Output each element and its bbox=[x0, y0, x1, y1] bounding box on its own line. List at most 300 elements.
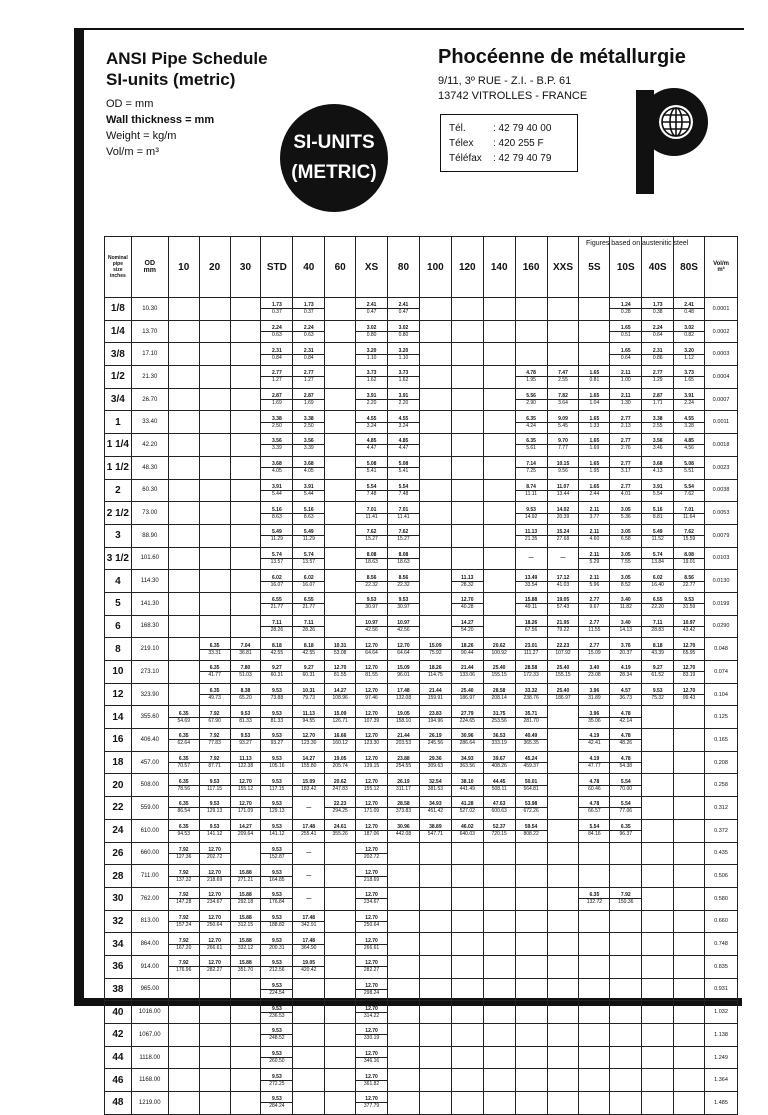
schedule-cell-40s bbox=[642, 456, 674, 479]
volume-cell: 0.0199 bbox=[705, 592, 738, 615]
weight-value: 1.12 bbox=[674, 354, 704, 361]
wall-thickness-value: 35.71 bbox=[524, 710, 538, 717]
wall-thickness-value: 6.35 bbox=[526, 438, 536, 445]
weight-value: 330.19 bbox=[356, 1034, 387, 1041]
schedule-cell-20 bbox=[199, 320, 230, 343]
weight-value: 377.79 bbox=[356, 1102, 387, 1109]
wall-thickness-value: 2.11 bbox=[621, 393, 631, 400]
schedule-cell-xxs bbox=[547, 524, 579, 547]
wall-thickness-value: — bbox=[306, 895, 312, 902]
schedule-cell-60 bbox=[325, 933, 356, 956]
schedule-cell-60 bbox=[325, 547, 356, 570]
wall-thickness-value: 2.77 bbox=[589, 642, 600, 649]
wall-thickness-value: 1.73 bbox=[272, 302, 282, 309]
schedule-cell-40 bbox=[293, 774, 325, 797]
schedule-cell-140 bbox=[483, 479, 515, 502]
weight-value: 203.53 bbox=[388, 739, 419, 746]
wall-thickness-value: 5.54 bbox=[398, 483, 409, 490]
weight-value: 8.63 bbox=[293, 513, 324, 520]
schedule-cell-20 bbox=[199, 1069, 230, 1092]
weight-value: 3.39 bbox=[261, 444, 292, 451]
schedule-cell-xs bbox=[356, 502, 388, 525]
wall-thickness-value: 12.70 bbox=[365, 846, 378, 853]
schedule-cell-10s bbox=[610, 661, 642, 684]
schedule-cell-40s bbox=[642, 910, 674, 933]
wall-thickness-value: 12.70 bbox=[302, 733, 316, 740]
wall-thickness-value: 5.16 bbox=[272, 506, 282, 513]
schedule-cell-std bbox=[261, 706, 293, 729]
schedule-cell-10s bbox=[610, 842, 642, 865]
wall-thickness-value: 40.49 bbox=[524, 733, 538, 740]
schedule-cell-100 bbox=[419, 547, 451, 570]
wall-thickness-value: 3.73 bbox=[398, 370, 409, 377]
weight-value: 81.55 bbox=[356, 671, 387, 678]
schedule-cell-100 bbox=[419, 343, 451, 366]
schedule-cell-140 bbox=[483, 456, 515, 479]
schedule-cell-5s bbox=[579, 978, 610, 1001]
wall-thickness-value: 24.61 bbox=[333, 824, 347, 831]
wall-thickness-value: 9.53 bbox=[272, 710, 282, 717]
wall-thickness-value: 27.79 bbox=[461, 710, 474, 717]
weight-value: 114.75 bbox=[420, 671, 451, 678]
wall-thickness-value: 21.44 bbox=[461, 665, 474, 672]
wall-thickness-value: 3.96 bbox=[589, 688, 600, 695]
wall-thickness-value: 7.01 bbox=[398, 506, 409, 513]
wall-thickness-value: 7.92 bbox=[209, 710, 220, 717]
schedule-cell-60 bbox=[325, 955, 356, 978]
schedule-cell-100 bbox=[419, 729, 451, 752]
weight-value: 3.24 bbox=[388, 422, 419, 429]
volume-cell: 1.249 bbox=[705, 1046, 738, 1069]
wall-thickness-value: 2.11 bbox=[589, 551, 600, 558]
schedule-cell-160 bbox=[515, 1001, 547, 1024]
weight-value: 373.83 bbox=[388, 807, 419, 814]
weight-value: 36.81 bbox=[231, 649, 261, 656]
wall-thickness-value: 14.27 bbox=[333, 688, 347, 695]
weight-value: 188.82 bbox=[261, 921, 292, 928]
nominal-size-cell: 36 bbox=[105, 955, 132, 978]
weight-value: 2.20 bbox=[356, 399, 387, 406]
schedule-cell-60 bbox=[325, 1069, 356, 1092]
od-cell: 711.00 bbox=[131, 865, 168, 888]
weight-value: 260.50 bbox=[261, 1057, 292, 1064]
schedule-cell-140 bbox=[483, 729, 515, 752]
weight-value: 4.47 bbox=[388, 444, 419, 451]
schedule-cell-20 bbox=[199, 524, 230, 547]
schedule-cell-5s bbox=[579, 797, 610, 820]
volume-cell: 0.0001 bbox=[705, 298, 738, 321]
table-row bbox=[105, 683, 738, 706]
schedule-cell-10 bbox=[168, 751, 199, 774]
wall-thickness-value: 38.89 bbox=[429, 824, 442, 831]
schedule-cell-140 bbox=[483, 615, 515, 638]
schedule-cell-20 bbox=[199, 797, 230, 820]
schedule-cell-10s bbox=[610, 320, 642, 343]
schedule-cell-20 bbox=[199, 547, 230, 570]
schedule-cell-30 bbox=[230, 774, 261, 797]
schedule-cell-160 bbox=[515, 547, 547, 570]
wall-thickness-value: 9.27 bbox=[303, 665, 314, 672]
wall-thickness-value: 32.54 bbox=[429, 778, 442, 785]
schedule-cell-40 bbox=[293, 638, 325, 661]
weight-value: 70.00 bbox=[610, 785, 641, 792]
wall-thickness-value: 18.26 bbox=[429, 665, 442, 672]
wall-thickness-value: 12.70 bbox=[208, 960, 221, 967]
schedule-cell-std bbox=[261, 479, 293, 502]
schedule-cell-10 bbox=[168, 434, 199, 457]
weight-value: 42.56 bbox=[388, 626, 419, 633]
schedule-cell-40 bbox=[293, 456, 325, 479]
wall-thickness-value: 25.40 bbox=[556, 688, 570, 695]
schedule-cell-160 bbox=[515, 298, 547, 321]
weight-value: 5.51 bbox=[674, 467, 704, 474]
table-row bbox=[105, 706, 738, 729]
wall-thickness-value: 7.62 bbox=[684, 529, 694, 536]
wall-thickness-value: 2.31 bbox=[652, 347, 663, 354]
weight-value: 20.37 bbox=[610, 649, 641, 656]
schedule-cell-xxs bbox=[547, 502, 579, 525]
schedule-cell-60 bbox=[325, 343, 356, 366]
weight-value: 11.29 bbox=[261, 535, 292, 542]
weight-value: 127.36 bbox=[169, 853, 199, 860]
weight-value: 4.47 bbox=[356, 444, 387, 451]
weight-value: 99.43 bbox=[674, 694, 704, 701]
wall-thickness-value: 44.45 bbox=[492, 778, 506, 785]
si-units-badge bbox=[280, 104, 388, 212]
schedule-cell-40s bbox=[642, 615, 674, 638]
schedule-cell-xxs bbox=[547, 615, 579, 638]
schedule-cell-std bbox=[261, 638, 293, 661]
volume-cell: 1.138 bbox=[705, 1024, 738, 1047]
schedule-cell-xs bbox=[356, 910, 388, 933]
wall-thickness-value: 4.55 bbox=[684, 415, 694, 422]
table-row bbox=[105, 1092, 738, 1115]
weight-value: 2.24 bbox=[674, 399, 704, 406]
schedule-cell-60 bbox=[325, 456, 356, 479]
weight-value: 3.24 bbox=[356, 422, 387, 429]
wall-thickness-value: 17.12 bbox=[556, 574, 570, 581]
od-cell: 406.40 bbox=[131, 729, 168, 752]
schedule-cell-40s bbox=[642, 1069, 674, 1092]
schedule-cell-std bbox=[261, 910, 293, 933]
schedule-cell-10 bbox=[168, 1092, 199, 1115]
schedule-cell-60 bbox=[325, 1024, 356, 1047]
weight-value: 22.77 bbox=[674, 581, 704, 588]
wall-thickness-value: 5.16 bbox=[652, 506, 663, 513]
schedule-cell-std bbox=[261, 819, 293, 842]
weight-value: 133.06 bbox=[452, 671, 483, 678]
schedule-cell-10 bbox=[168, 729, 199, 752]
schedule-cell-160 bbox=[515, 887, 547, 910]
schedule-cell-30 bbox=[230, 729, 261, 752]
schedule-cell-xs bbox=[356, 388, 388, 411]
wall-thickness-value: 14.27 bbox=[302, 756, 316, 763]
table-row bbox=[105, 1046, 738, 1069]
wall-thickness-value: 3.91 bbox=[272, 483, 282, 490]
od-cell: 60.30 bbox=[131, 479, 168, 502]
schedule-cell-100 bbox=[419, 797, 451, 820]
volume-cell: 0.835 bbox=[705, 955, 738, 978]
weight-value: 1.10 bbox=[388, 354, 419, 361]
weight-value: 21.77 bbox=[261, 603, 292, 610]
weight-value: 90.44 bbox=[452, 649, 483, 656]
weight-value: 28.26 bbox=[293, 626, 324, 633]
schedule-cell-10 bbox=[168, 388, 199, 411]
wall-thickness-value: 9.53 bbox=[272, 846, 282, 853]
schedule-cell-80s bbox=[674, 434, 705, 457]
schedule-cell-5s bbox=[579, 547, 610, 570]
schedule-cell-80s bbox=[674, 819, 705, 842]
schedule-cell-40s bbox=[642, 955, 674, 978]
weight-value: 364.90 bbox=[293, 944, 324, 951]
schedule-cell-10 bbox=[168, 343, 199, 366]
schedule-cell-xs bbox=[356, 887, 388, 910]
od-cell: 10.30 bbox=[131, 298, 168, 321]
weight-value: 2.50 bbox=[261, 422, 292, 429]
schedule-cell-120 bbox=[451, 797, 483, 820]
nominal-size-cell: 30 bbox=[105, 887, 132, 910]
schedule-cell-80s bbox=[674, 1092, 705, 1115]
wall-thickness-value: 10.97 bbox=[397, 619, 410, 626]
wall-thickness-value: 3.40 bbox=[620, 597, 631, 604]
schedule-cell-80 bbox=[388, 570, 420, 593]
weight-value: 0.64 bbox=[642, 331, 673, 338]
nominal-size-cell: 18 bbox=[105, 751, 132, 774]
schedule-cell-60 bbox=[325, 638, 356, 661]
schedule-cell-80 bbox=[388, 661, 420, 684]
schedule-cell-140 bbox=[483, 570, 515, 593]
schedule-cell-80s bbox=[674, 797, 705, 820]
weight-value: 41.03 bbox=[548, 581, 579, 588]
wall-thickness-value: 1.73 bbox=[303, 302, 314, 309]
schedule-cell-10s bbox=[610, 411, 642, 434]
schedule-cell-20 bbox=[199, 502, 230, 525]
schedule-cell-30 bbox=[230, 706, 261, 729]
schedule-cell-10s bbox=[610, 819, 642, 842]
schedule-cell-std bbox=[261, 1046, 293, 1069]
weight-value: 33.54 bbox=[516, 581, 547, 588]
schedule-cell-100 bbox=[419, 615, 451, 638]
schedule-cell-xxs bbox=[547, 729, 579, 752]
company-logo-icon bbox=[632, 82, 712, 200]
document-title bbox=[106, 48, 268, 90]
weight-value: 282.27 bbox=[356, 966, 387, 973]
schedule-cell-40s bbox=[642, 343, 674, 366]
wall-thickness-value: 7.01 bbox=[366, 506, 377, 513]
schedule-cell-xs bbox=[356, 1046, 388, 1069]
schedule-cell-20 bbox=[199, 1092, 230, 1115]
schedule-header-xxs: XXS bbox=[547, 237, 579, 298]
contact-phone: Tél. : 42 79 40 00 bbox=[449, 123, 552, 134]
schedule-cell-std bbox=[261, 615, 293, 638]
nominal-size-cell: 6 bbox=[105, 615, 132, 638]
schedule-cell-10s bbox=[610, 774, 642, 797]
weight-value: 8.52 bbox=[610, 581, 641, 588]
schedule-header-160: 160 bbox=[515, 237, 547, 298]
weight-value: 47.77 bbox=[579, 762, 609, 769]
wall-thickness-value: 4.78 bbox=[620, 710, 631, 717]
weight-value: 42.41 bbox=[579, 739, 609, 746]
weight-value: 1.27 bbox=[293, 376, 324, 383]
weight-value: 42.14 bbox=[610, 717, 641, 724]
weight-value: 60.31 bbox=[293, 671, 324, 678]
weight-value: 420.42 bbox=[293, 966, 324, 973]
wall-thickness-value: 7.04 bbox=[240, 642, 251, 649]
od-cell: 1168.00 bbox=[131, 1069, 168, 1092]
schedule-cell-100 bbox=[419, 456, 451, 479]
weight-value: 86.54 bbox=[169, 807, 199, 814]
weight-value: 129.13 bbox=[200, 807, 230, 814]
weight-value: 5.44 bbox=[261, 490, 292, 497]
schedule-cell-140 bbox=[483, 524, 515, 547]
wall-thickness-value: 2.87 bbox=[272, 393, 282, 400]
schedule-cell-10s bbox=[610, 456, 642, 479]
weight-value: 298.24 bbox=[356, 989, 387, 996]
wall-thickness-value: 26.19 bbox=[397, 778, 410, 785]
schedule-cell-160 bbox=[515, 1046, 547, 1069]
schedule-cell-40s bbox=[642, 298, 674, 321]
weight-value: 1.62 bbox=[388, 376, 419, 383]
weight-value: 13.57 bbox=[293, 558, 324, 565]
volume-cell: 0.660 bbox=[705, 910, 738, 933]
weight-value: 0.84 bbox=[261, 354, 292, 361]
schedule-cell-std bbox=[261, 1001, 293, 1024]
schedule-cell-40 bbox=[293, 570, 325, 593]
weight-value: 31.59 bbox=[674, 603, 704, 610]
schedule-cell-5s bbox=[579, 570, 610, 593]
schedule-cell-100 bbox=[419, 774, 451, 797]
schedule-cell-80s bbox=[674, 1024, 705, 1047]
schedule-cell-xs bbox=[356, 797, 388, 820]
schedule-cell-40s bbox=[642, 570, 674, 593]
wall-thickness-value: 36.53 bbox=[492, 733, 506, 740]
schedule-cell-140 bbox=[483, 955, 515, 978]
schedule-cell-40s bbox=[642, 524, 674, 547]
weight-value: 15.27 bbox=[388, 535, 419, 542]
od-cell: 610.00 bbox=[131, 819, 168, 842]
schedule-cell-120 bbox=[451, 592, 483, 615]
schedule-cell-xxs bbox=[547, 887, 579, 910]
schedule-cell-40 bbox=[293, 683, 325, 706]
wall-thickness-value: 7.92 bbox=[178, 892, 189, 899]
wall-thickness-value: 5.74 bbox=[272, 551, 282, 558]
weight-value: 8.63 bbox=[261, 513, 292, 520]
wall-thickness-value: 7.62 bbox=[366, 529, 377, 536]
weight-value: 236.53 bbox=[261, 1012, 292, 1019]
schedule-cell-5s bbox=[579, 661, 610, 684]
wall-thickness-value: 28.58 bbox=[524, 665, 538, 672]
badge-line-1: SI-UNITS bbox=[293, 132, 375, 153]
weight-value: 2.55 bbox=[642, 422, 673, 429]
nominal-size-cell: 38 bbox=[105, 978, 132, 1001]
schedule-cell-5s bbox=[579, 1092, 610, 1115]
volume-cell: 0.048 bbox=[705, 638, 738, 661]
schedule-cell-40s bbox=[642, 388, 674, 411]
nominal-size-cell: 3/4 bbox=[105, 388, 132, 411]
schedule-cell-10 bbox=[168, 865, 199, 888]
wall-thickness-value: 13.49 bbox=[524, 574, 538, 581]
weight-value: 2.44 bbox=[579, 490, 609, 497]
weight-value: 28.83 bbox=[642, 626, 673, 633]
weight-value: 152.87 bbox=[261, 853, 292, 860]
schedule-cell-80 bbox=[388, 502, 420, 525]
schedule-cell-40 bbox=[293, 524, 325, 547]
schedule-cell-10s bbox=[610, 933, 642, 956]
schedule-cell-60 bbox=[325, 683, 356, 706]
wall-thickness-value: 3.05 bbox=[620, 574, 631, 581]
wall-thickness-value: 52.37 bbox=[492, 824, 506, 831]
weight-value: 365.35 bbox=[516, 739, 547, 746]
weight-value: 11.41 bbox=[388, 513, 419, 520]
schedule-cell-140 bbox=[483, 502, 515, 525]
wall-thickness-value: 34.93 bbox=[461, 756, 474, 763]
nominal-size-cell: 40 bbox=[105, 1001, 132, 1024]
weight-value: 20.39 bbox=[548, 513, 579, 520]
wall-thickness-value: 9.53 bbox=[272, 960, 282, 967]
schedule-header-40: 40 bbox=[293, 237, 325, 298]
wall-thickness-value: 12.70 bbox=[208, 846, 221, 853]
weight-value: 21.35 bbox=[516, 535, 547, 542]
schedule-cell-xs bbox=[356, 615, 388, 638]
wall-thickness-value: 2.77 bbox=[272, 370, 282, 377]
schedule-cell-10s bbox=[610, 570, 642, 593]
schedule-cell-120 bbox=[451, 502, 483, 525]
badge-line-2: (METRIC) bbox=[291, 162, 377, 183]
weight-value: 3.64 bbox=[548, 399, 579, 406]
schedule-cell-30 bbox=[230, 1024, 261, 1047]
address-line-1: 9/11, 3º RUE - Z.I. - B.P. 61 bbox=[438, 75, 572, 87]
schedule-cell-120 bbox=[451, 1069, 483, 1092]
schedule-cell-30 bbox=[230, 842, 261, 865]
volume-cell: 0.104 bbox=[705, 683, 738, 706]
schedule-cell-120 bbox=[451, 343, 483, 366]
schedule-cell-10s bbox=[610, 502, 642, 525]
wall-thickness-value: 9.53 bbox=[272, 937, 282, 944]
volume-cell: 0.0038 bbox=[705, 479, 738, 502]
wall-thickness-value: 22.23 bbox=[556, 642, 570, 649]
weight-value: 0.37 bbox=[293, 308, 324, 315]
weight-value: 0.28 bbox=[610, 308, 641, 315]
wall-thickness-value: 8.08 bbox=[398, 551, 409, 558]
od-cell: 864.00 bbox=[131, 933, 168, 956]
schedule-cell-10s bbox=[610, 751, 642, 774]
table-row bbox=[105, 592, 738, 615]
wall-thickness-value: 12.70 bbox=[333, 665, 347, 672]
schedule-cell-xxs bbox=[547, 683, 579, 706]
schedule-cell-60 bbox=[325, 797, 356, 820]
weight-value: 202.72 bbox=[200, 853, 230, 860]
schedule-cell-160 bbox=[515, 661, 547, 684]
weight-value: 281.70 bbox=[516, 717, 547, 724]
wall-thickness-value: 3.96 bbox=[589, 710, 600, 717]
weight-value: 157.24 bbox=[169, 921, 199, 928]
weight-value: 1.33 bbox=[579, 422, 609, 429]
schedule-cell-40s bbox=[642, 592, 674, 615]
schedule-cell-120 bbox=[451, 910, 483, 933]
schedule-cell-10s bbox=[610, 388, 642, 411]
weight-value: 527.02 bbox=[452, 807, 483, 814]
od-cell: 13.70 bbox=[131, 320, 168, 343]
wall-thickness-value: 6.02 bbox=[652, 574, 663, 581]
wall-thickness-value: 5.56 bbox=[526, 393, 536, 400]
contact-box bbox=[440, 114, 578, 172]
weight-value: 314.22 bbox=[356, 1012, 387, 1019]
volume-cell: 0.0079 bbox=[705, 524, 738, 547]
nominal-size-cell: 16 bbox=[105, 729, 132, 752]
volume-cell: 0.748 bbox=[705, 933, 738, 956]
weight-value: 0.86 bbox=[642, 354, 673, 361]
weight-value: 282.27 bbox=[200, 966, 230, 973]
